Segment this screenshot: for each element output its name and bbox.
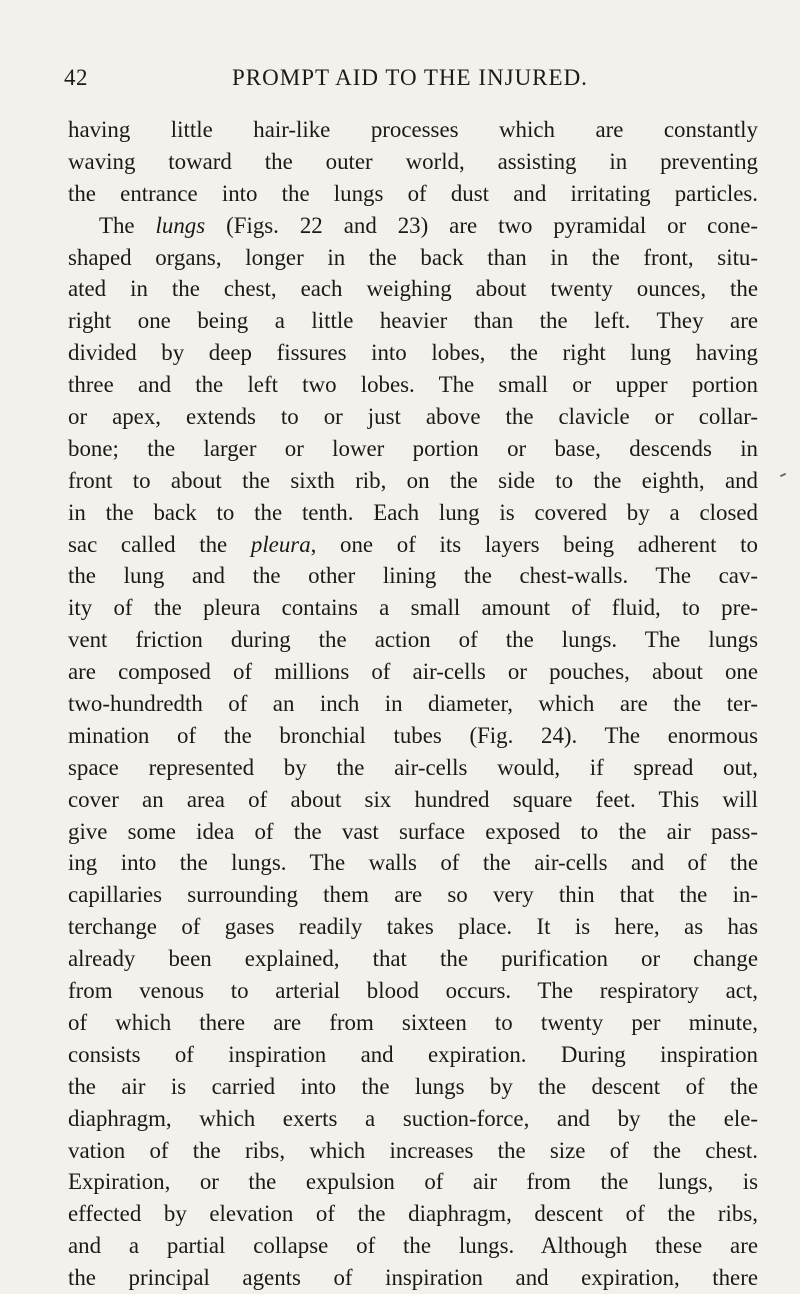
text-line: are composed of millions of air-cells or pouches, about one bbox=[68, 659, 758, 685]
text-line: right one being a little heavier than the left. They are bbox=[68, 308, 758, 334]
text-line: and a partial collapse of the lungs. Although these are bbox=[68, 1233, 758, 1259]
text-line: diaphragm, which exerts a suction-force, and by the ele- bbox=[68, 1105, 758, 1131]
text-line: Expiration, or the expulsion of air from the lungs, is bbox=[68, 1169, 758, 1195]
text-line: give some idea of the vast surface exposed to the air pass- bbox=[68, 818, 758, 844]
text-line: consists of inspiration and expiration. During inspiration bbox=[68, 1041, 758, 1067]
text-line: the entrance into the lungs of dust and irritating particles. bbox=[68, 180, 758, 206]
text-line: terchange of gases readily takes place. It is here, as has bbox=[68, 914, 758, 940]
text-line: two-hundredth of an inch in diameter, which are the ter- bbox=[68, 691, 758, 717]
text-line: of which there are from sixteen to twenty per minute, bbox=[68, 1009, 758, 1035]
text-line: divided by deep fissures into lobes, the right lung having bbox=[68, 340, 758, 366]
text-line: cover an area of about six hundred square feet. This will bbox=[68, 786, 758, 812]
page-number: 42 bbox=[64, 65, 88, 90]
text-line: front to about the sixth rib, on the side to the eighth, and bbox=[68, 467, 758, 493]
text-line: ated in the chest, each weighing about twenty ounces, the bbox=[68, 276, 758, 302]
text-line: having little hair-like processes which are constantly bbox=[68, 117, 758, 142]
text-line: ity of the pleura contains a small amount of fluid, to pre- bbox=[68, 595, 758, 621]
text-line: The lungs (Figs. 22 and 23) are two pyramidal or cone- bbox=[99, 212, 758, 238]
text-line: vent friction during the action of the lungs. The lungs bbox=[68, 627, 758, 653]
text-line: or apex, extends to or just above the clavicle or collar- bbox=[68, 404, 758, 430]
text-line: from venous to arterial blood occurs. The respiratory act, bbox=[68, 978, 758, 1004]
text-line: effected by elevation of the diaphragm, descent of the ribs, bbox=[68, 1201, 758, 1227]
text-line: the air is carried into the lungs by the descent of the bbox=[68, 1073, 758, 1099]
text-line: vation of the ribs, which increases the size of the chest. bbox=[68, 1137, 758, 1163]
text-line: capillaries surrounding them are so very thin that the in- bbox=[68, 882, 758, 908]
text-line: waving toward the outer world, assisting in preventing bbox=[68, 148, 758, 174]
body-text bbox=[68, 114, 758, 1294]
text-line: three and the left two lobes. The small or upper portion bbox=[68, 372, 758, 398]
margin-mark bbox=[780, 473, 786, 477]
text-line: the principal agents of inspiration and expiration, there bbox=[68, 1265, 758, 1291]
text-line: sac called the pleura, one of its layers being adherent to bbox=[68, 531, 758, 557]
text-line: mination of the bronchial tubes (Fig. 24). The enormous bbox=[68, 722, 758, 748]
text-line: already been explained, that the purification or change bbox=[68, 946, 758, 972]
running-title: PROMPT AID TO THE INJURED. bbox=[232, 65, 588, 90]
text-line: in the back to the tenth. Each lung is covered by a closed bbox=[68, 499, 758, 525]
text-line: bone; the larger or lower portion or base, descends in bbox=[68, 435, 758, 461]
text-line: shaped organs, longer in the back than in the front, situ- bbox=[68, 244, 758, 270]
emphasized-term: pleura bbox=[250, 531, 311, 557]
text-line: ing into the lungs. The walls of the air-cells and of the bbox=[68, 850, 758, 876]
running-head bbox=[64, 63, 764, 93]
text-line: the lung and the other lining the chest-walls. The cav- bbox=[68, 563, 758, 589]
text-line: space represented by the air-cells would, if spread out, bbox=[68, 754, 758, 780]
emphasized-term: lungs bbox=[155, 212, 206, 238]
